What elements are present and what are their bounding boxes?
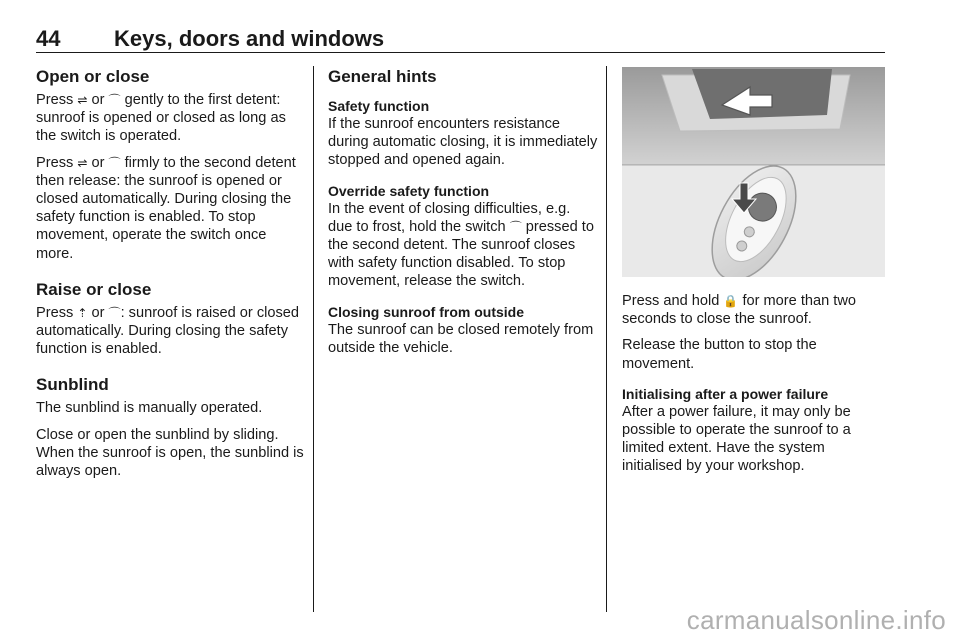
column-2 [328, 66, 598, 365]
vehicle-switch-icon: ⌒ [509, 219, 522, 234]
column-divider-1 [313, 66, 314, 612]
paragraph: The sunblind is manually operated. [36, 400, 263, 417]
paragraph: Press ⇌ or ⌒ firmly to the second detent then release: the sunroof is opened or closed automatically. During closing the safety function is enabled. To stop movement, operate the switch once more. [36, 154, 296, 262]
subheading-override-safety: Override safety function [328, 182, 490, 199]
paragraph: In the event of closing difficulties, e.g. due to frost, hold the switch ⌒ pressed to the second detent. The sunroof closes with safety function disabled. To stop movement, release the switch. [328, 200, 594, 290]
paragraph: After a power failure, it may only be possible to operate the sunroof to a limited extent. Have the system initialised by your workshop. [622, 403, 851, 475]
header-divider [36, 52, 885, 53]
paragraph: If the sunroof encounters resistance during automatic closing, it is immediately stopped and opened again. [328, 116, 598, 169]
paragraph: Close or open the sunblind by sliding. When the sunroof is open, the sunblind is always open. [36, 426, 304, 480]
watermark: carmanualsonline.info [686, 605, 946, 635]
page-number: 44 [36, 26, 61, 51]
paragraph: Press ⇡ or ⌒: sunroof is raised or closed automatically. During closing the safety function is enabled. [36, 304, 300, 358]
slide-switch-icon: ⇌ [77, 155, 88, 170]
subheading-closing-outside: Closing sunroof from outside [328, 303, 524, 320]
chapter-title: Keys, doors and windows [114, 26, 385, 51]
section-heading-open-close: Open or close [36, 67, 150, 86]
slide-switch-icon: ⇌ [77, 93, 88, 107]
lock-button-icon: 🔒 [723, 294, 739, 308]
subheading-power-failure: Initialising after a power failure [622, 385, 829, 402]
section-heading-sunblind: Sunblind [36, 375, 109, 395]
tilt-switch-icon: ⇡ [77, 305, 88, 320]
section-heading-general-hints: General hints [328, 67, 437, 86]
paragraph: Press and hold 🔒 for more than two seconds to close the sunroof. [622, 293, 856, 328]
vehicle-switch-icon: ⌒ [108, 93, 121, 107]
section-heading-raise-close: Raise or close [36, 279, 152, 299]
paragraph: Release the button to stop the movement. [622, 337, 817, 372]
paragraph: The sunroof can be closed remotely from outside the vehicle. [328, 321, 594, 356]
vehicle-switch-icon: ⌒ [108, 305, 121, 320]
vehicle-switch-icon: ⌒ [108, 155, 121, 170]
paragraph: Press ⇌ or ⌒ gently to the first detent: sunroof is opened or closed as long as the switch is operated. [36, 92, 286, 145]
page-header [36, 28, 885, 50]
column-1 [36, 66, 304, 488]
column-divider-2 [606, 66, 607, 612]
column-3 [622, 292, 886, 484]
sunroof-key-illustration [622, 67, 885, 277]
subheading-safety-function: Safety function [328, 98, 430, 114]
